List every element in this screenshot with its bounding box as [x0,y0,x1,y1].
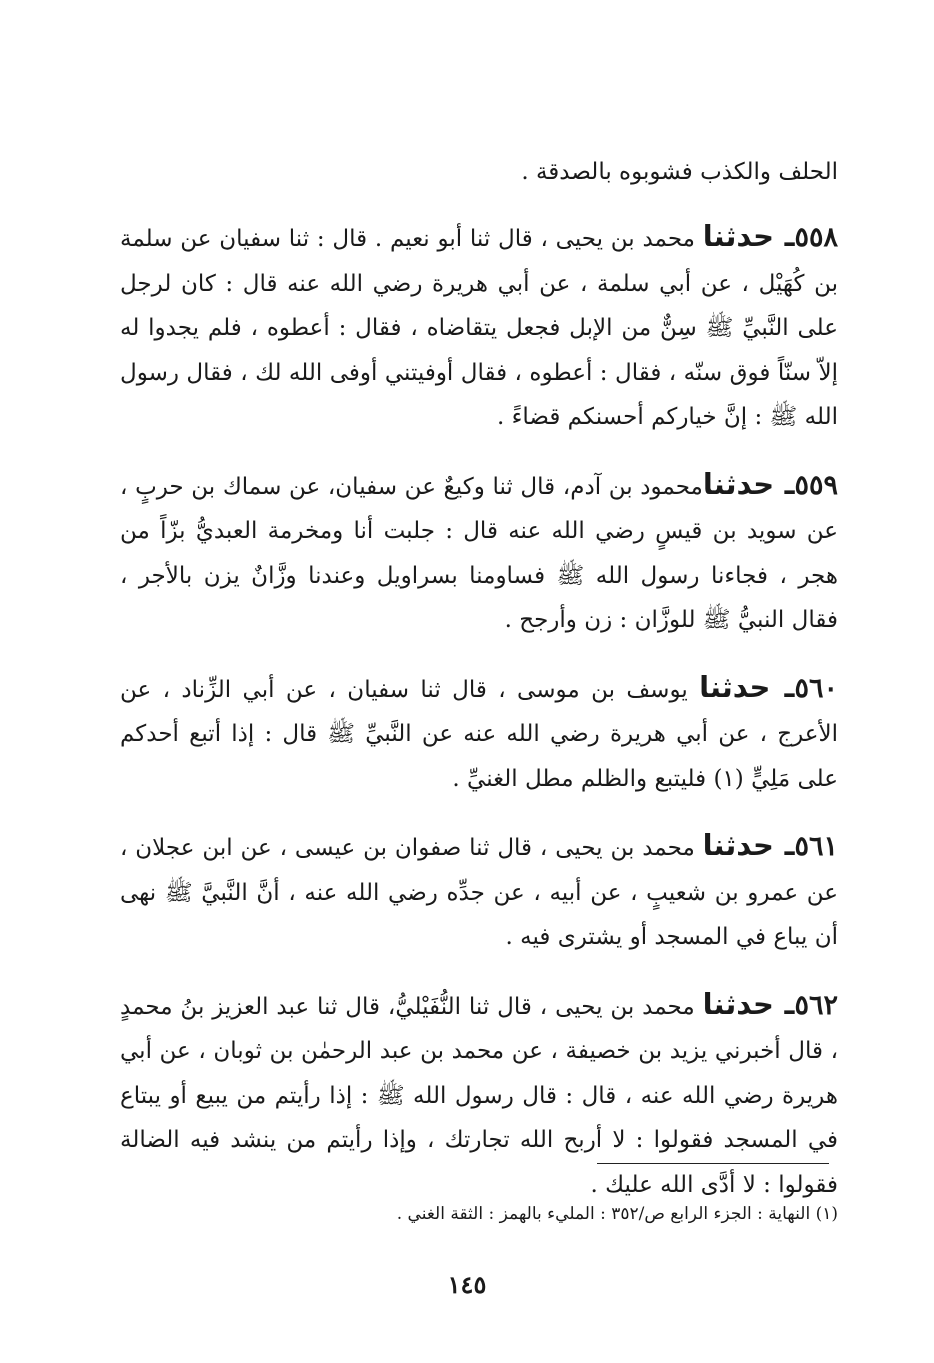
footnote: (١) النهاية : الجزء الرابع ص/٣٥٢ : المليء بالهمز : الثقة الغني . [396,1204,838,1224]
hadith-text: محمد بن يحيى ، قال ثنا النُّفَيْليُّ، قال ثنا عبد العزيز بنُ محمدٍ ، قال أخبرني يزيد بن خصيفة ، عن محمد بن عبد الرحمٰن بن ثوبان ، عن أبي هريرة رضي الله عنه ، قال : قال رسول الله ﷺ : إذا رأيتم من يبيع أو يبتاع في المسجد فقولوا : لا أربح الله تجارتك ، وإذا رأيتم من ينشد فيه الضالة فقولوا : لا أدَّى الله عليك . [120,993,838,1198]
hadith-keyword: ـ حدثنا [702,828,795,862]
intro-line: الحلف والكذب فشوبوه بالصدقة . [521,159,838,185]
hadith-number: ٥٥٨ [794,222,838,253]
hadith-number: ٥٦٠ [794,672,838,704]
hadith-text: محمد بن يحيى ، قال ثنا أبو نعيم . قال : ثنا سفيان عن سلمة بن كُهَيْل ، عن أبي سلمة ، عن أبي هريرة رضي الله عنه قال : كان لرجل على النَّبيِّ ﷺ سِنٌّ من الإبل فجعل يتقاضاه ، فقال : أعطوه ، فلم يجدوا له إلاّ سنّاً فوق سنّه ، فقال : أعطوه ، فقال أوفيتني أوفى الله لك ، فقال رسول الله ﷺ : إنَّ خياركم أحسنكم قضاءً . [120,226,838,430]
hadith-number: ٥٦٢ [794,989,838,1021]
hadith-558 [120,214,838,440]
hadith-keyword: ـ حدثنا [702,219,795,253]
hadith-562 [120,982,838,1208]
hadith-keyword: ـ حدثنا [702,466,795,501]
footnote-divider [597,1163,829,1164]
hadith-text: محمود بن آدم، قال ثنا وكيعٌ عن سفيان، عن سماك بن حربٍ ، عن سويد بن قيسٍ رضي الله عنه قال : جلبت أنا ومخرمة العبديُّ بزّاً من هجر ، فجاءنا رسول الله ﷺ فساومنا بسراويل وعندنا وزَّانٌ يزن بالأجر ، فقال النبيُّ ﷺ للوزَّان : زن وأرجح . [120,473,838,633]
hadith-561 [120,823,838,960]
hadith-text: يوسف بن موسى ، قال ثنا سفيان ، عن أبي الزِّناد ، عن الأعرج ، عن أبي هريرة رضي الله عنه عن النَّبيِّ ﷺ قال : إذا أتبع أحدكم على مَلِيٍّ (١) فليتبع والظلم مطل الغنيِّ . [120,676,838,792]
hadith-keyword: ـ حدثنا [699,669,795,704]
hadith-559 [120,462,838,643]
hadith-560 [120,665,838,802]
hadith-number: ٥٦١ [794,831,838,862]
hadith-text: محمد بن يحيى ، قال ثنا صفوان بن عيسى ، عن ابن عجلان ، عن عمرو بن شعيبٍ ، عن أبيه ، عن جدِّه رضي الله عنه ، أنَّ النَّبيَّ ﷺ نهى أن يباع في المسجد أو يشترى فيه . [120,835,838,950]
hadith-number: ٥٥٩ [794,469,838,501]
page-number: ١٤٥ [447,1270,487,1299]
hadith-list [120,214,838,1229]
hadith-keyword: ـ حدثنا [702,986,795,1021]
